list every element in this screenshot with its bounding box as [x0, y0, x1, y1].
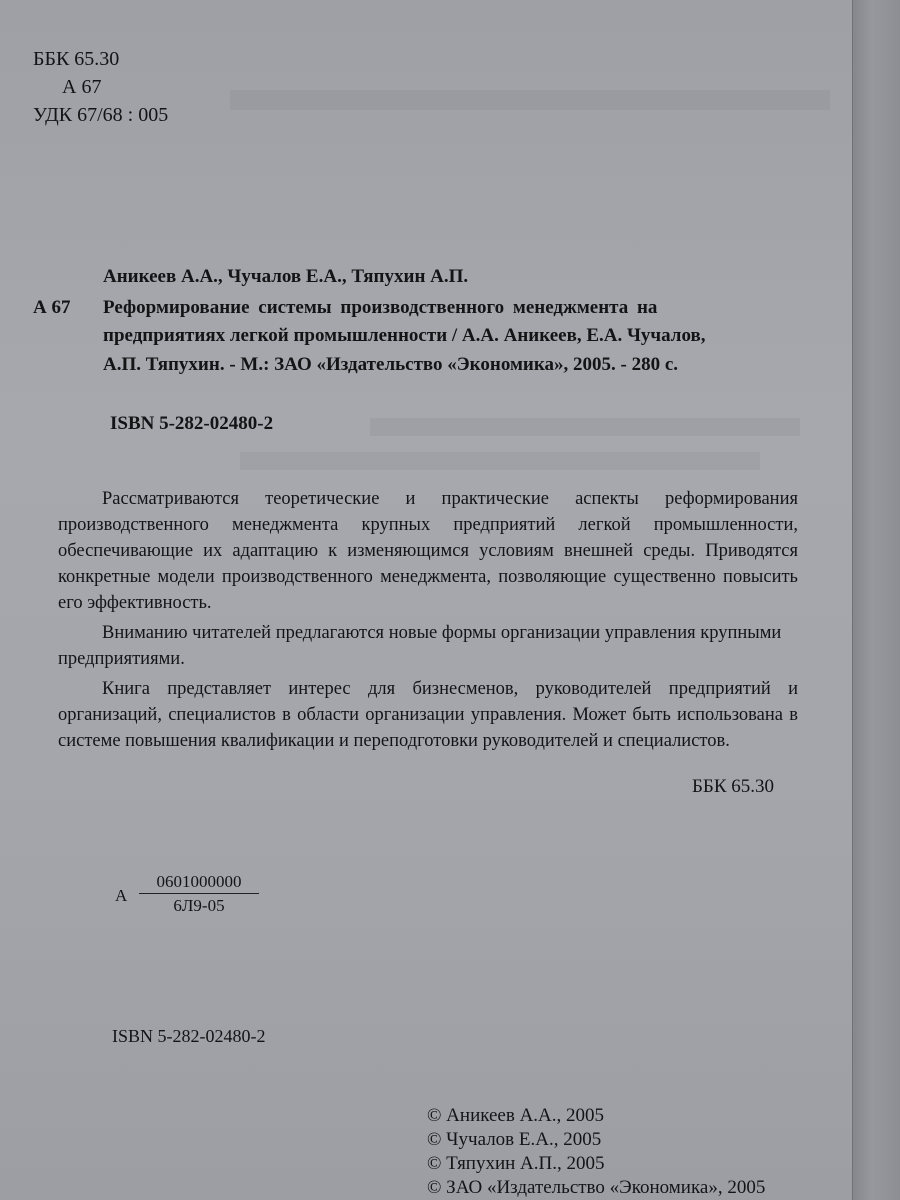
annotation-paragraph: Книга представляет интерес для бизнесменов, руководителей предприятий и организаций, специалистов в области организации управления. Может быть использована в системе повышения квалификации и переподготовки руководителей и специалистов. — [58, 679, 798, 751]
annotation-paragraph: Рассматриваются теоретические и практические аспекты реформирования производственного менеджмента крупных предприятий легкой промышленности, обеспечивающие их адаптацию к изменяющимся условиям внешней среды. Приводятся конкретные модели производственного менеджмента, позволяющие существенно повысить его эффективность. — [58, 489, 798, 613]
isbn-bibliographic: ISBN 5-282-02480-2 — [110, 413, 274, 434]
isbn-bottom: ISBN 5-282-02480-2 — [112, 1026, 266, 1046]
show-through-artifact — [370, 418, 800, 436]
imprint-numerator: 0601000000 — [139, 872, 259, 894]
copyright-line: © Чучалов Е.А., 2005 — [427, 1129, 602, 1150]
annotation — [58, 486, 798, 754]
bib-description-line: предприятиях легкой промышленности / А.А. Аникеев, Е.А. Чучалов, — [103, 325, 706, 346]
authors-heading: Аникеев А.А., Чучалов Е.А., Тяпухин А.П. — [103, 266, 469, 287]
bib-description-line: Реформирование системы производственного менеджмента на — [103, 297, 658, 318]
page-edge-shadow — [852, 0, 900, 1200]
show-through-artifact — [230, 90, 830, 110]
show-through-artifact — [240, 452, 760, 470]
bib-description-line: А.П. Тяпухин. - М.: ЗАО «Издательство «Экономика», 2005. - 280 с. — [103, 354, 679, 375]
imprint-letter: А — [115, 886, 128, 905]
copyright-line: © Аникеев А.А., 2005 — [427, 1105, 605, 1126]
annotation-paragraph: Вниманию читателей предлагаются новые формы организации управления крупными предприятиями. — [58, 623, 782, 669]
bbk-footer: ББК 65.30 — [692, 776, 774, 797]
udk-index: УДК 67/68 : 005 — [33, 104, 169, 126]
copyright-line: © Тяпухин А.П., 2005 — [427, 1153, 605, 1174]
copyright-line: © ЗАО «Издательство «Экономика», 2005 — [427, 1177, 766, 1198]
bbk-index: ББК 65.30 — [33, 48, 120, 70]
bib-mark: А 67 — [33, 297, 71, 318]
author-mark: А 67 — [62, 76, 102, 98]
imprint-denominator: 6Л9-05 — [173, 896, 225, 915]
